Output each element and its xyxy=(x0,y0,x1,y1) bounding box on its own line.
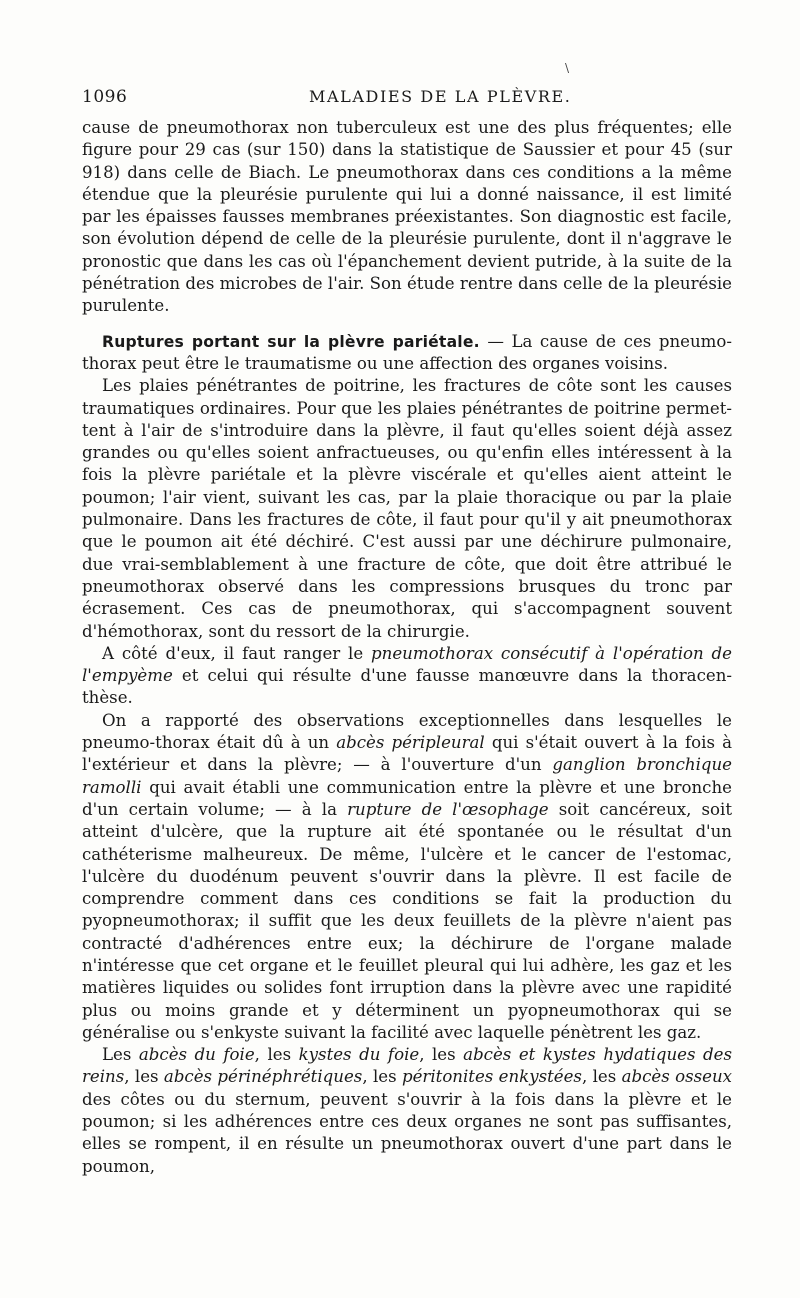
paragraph-5-part-c: qui s'était ouvert à la fois à l'extérieur et dans la plèvre; — à l'ouverture d'un xyxy=(82,733,732,775)
paragraph-1: cause de pneumothorax non tuberculeux est une des plus fréquentes; elle figure pour 29 cas (sur 150) dans la statistique de Saussier et pour 45 (sur 918) dans celle de Biach. Le pneumothorax dans ces conditions a la même étendue que la pleurésie purulente qui lui a donné naissance, il est limité par les épaisses fausses membranes préexistantes. Son diagnostic est facile, son évolution dépend de celle de la pleurésie purulente, dont il n'aggrave le pronostic que dans les cas où l'épanchement devient putride, à la suite de la pénétration des microbes de l'air. Son étude rentre dans celle de la pleurésie purulente. xyxy=(82,118,732,316)
paragraph-2 xyxy=(82,331,732,376)
paragraph-6-italic-4: abcès périnéphrétiques xyxy=(163,1067,363,1087)
paragraph-4 xyxy=(82,643,732,710)
running-head: MALADIES DE LA PLÈVRE. xyxy=(309,87,572,106)
paragraph-6-italic-6: abcès osseux xyxy=(621,1067,733,1087)
paragraph-5 xyxy=(82,710,732,1044)
paragraph-4-part-a: A côté d'eux, il faut ranger le xyxy=(102,643,372,663)
paragraph-5-part-a: On a rapporté des observations exceptionnelles dans lesquelles le pneumo-thorax était dû à un xyxy=(82,710,732,753)
paragraph-6-part-c: , les xyxy=(254,1045,299,1065)
paragraph-5-italic-3: rupture de l'œsophage xyxy=(347,799,549,819)
paragraph-5-italic-1: abcès péripleural xyxy=(336,733,485,753)
paragraph-4-italic: pneumothorax consécutif à l'opération de l'empyème xyxy=(82,643,732,686)
paragraph-6-italic-1: abcès du foie xyxy=(138,1045,255,1065)
paragraph-6-part-a: Les xyxy=(102,1045,139,1065)
page-header xyxy=(82,87,728,111)
body-text xyxy=(82,117,732,1178)
paragraph-6-part-g: , les xyxy=(124,1067,164,1087)
section-heading: Ruptures portant sur la plèvre pariétale. xyxy=(102,332,480,351)
paragraph-6-part-i: , les xyxy=(362,1067,402,1087)
paragraph-3: Les plaies pénétrantes de poitrine, les fractures de côte sont les causes traumatiques ordinaires. Pour que les plaies pénétrantes de poitrine permet-tent à l'air de s'introduire dans la plèvre, il faut qu'elles soient déjà assez grandes ou qu'elles soient anfractueuses, ou qu'enfin elles intéressent à la fois la plèvre pariétale et la plèvre viscérale et qu'elles aient atteint le poumon; l'air vient, suivant les cas, par la plaie thoracique ou par la plaie pulmonaire. Dans les fractures de côte, il faut pour qu'il y ait pneumothorax que le poumon ait été déchiré. C'est aussi par une déchirure pulmonaire, due vrai-semblablement à une fracture de côte, que doit être attribué le pneumothorax observé dans les compressions brusques du tronc par écrasement. Ces cas de pneumothorax, qui s'accompagnent souvent d'hémothorax, sont du ressort de la chirurgie. xyxy=(82,376,732,641)
paragraph-6-italic-2: kystes du foie xyxy=(298,1045,420,1065)
paragraph-4-part-c: et celui qui résulte d'une fausse manœuvre dans la thoracen-thèse. xyxy=(82,666,732,708)
paragraph-6-italic-3: abcès et kystes hydatiques des reins xyxy=(82,1045,733,1087)
paragraph-5-part-g: soit cancéreux, soit atteint d'ulcère, que la rupture ait été spontanée ou le résultat d'un cathéterisme malheureux. De même, l'ulcère et le cancer de l'estomac, l'ulcère du duodénum peuvent s'ouvrir dans la plèvre. Il est facile de comprendre comment dans ces conditions se fait la production du pyopneumothorax; il suffit que les deux feuillets de la plèvre n'aient pas contracté d'adhérences entre eux; la déchirure de l'organe malade n'intéresse que cet organe et le feuillet pleural qui lui adhère, les gaz et les matières liquides ou solides font irruption dans la plèvre avec une rapidité plus ou moins grande et y déterminent un pyopneumothorax qui se généralise ou s'enkyste suivant la facilité avec laquelle pénètrent les gaz. xyxy=(82,799,732,1042)
paragraph-6-part-e: , les xyxy=(419,1045,464,1065)
paragraph-6-part-k: , les xyxy=(581,1067,622,1087)
margin-mark: \ xyxy=(565,61,570,75)
paragraph-6-italic-5: péritonites enkystées xyxy=(401,1067,582,1087)
paragraph-5-part-e: qui avait établi une communication entre la plèvre et une bronche d'un certain volume; — à la xyxy=(82,777,732,819)
paragraph-6 xyxy=(82,1044,732,1178)
page-number: 1096 xyxy=(82,87,128,107)
paragraph-2-text: — La cause de ces pneumo-thorax peut être le traumatisme ou une affection des organes voisins. xyxy=(82,331,732,373)
paragraph-6-part-m: des côtes ou du sternum, peuvent s'ouvrir à la fois dans la plèvre et le poumon; si les adhérences entre ces deux organes ne sont pas suffisantes, elles se rompent, il en résulte un pneumothorax ouvert d'une part dans le poumon, xyxy=(82,1089,732,1176)
paragraph-5-italic-2: ganglion bronchique ramolli xyxy=(82,755,733,797)
